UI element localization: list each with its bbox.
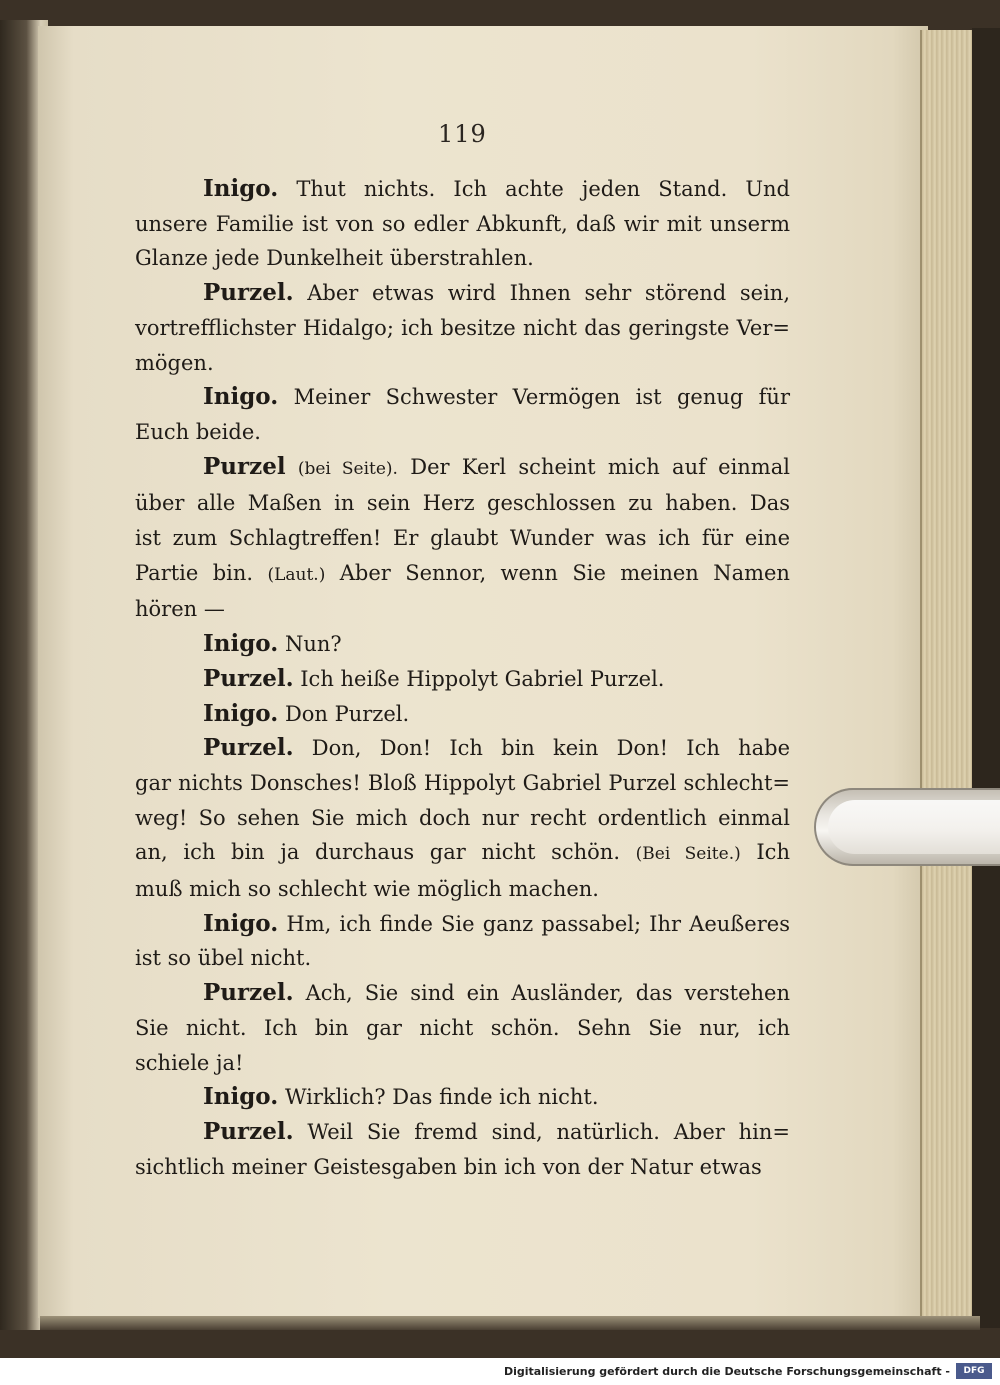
speech-line [135,1011,790,1046]
speech-line [135,311,790,346]
dfg-logo: DFG [956,1363,992,1379]
speech-text: vortrefflichster Hidalgo; ich besitze nicht das geringste Ver= [135,315,790,340]
speech-text: Weil Sie fremd sind, natürlich. Aber hin= [307,1119,790,1144]
stage-direction: (Bei Seite.) [635,844,741,865]
speech-text: ist so übel nicht. [135,946,312,971]
speech-text: mögen. [135,350,214,375]
speech-text: an, ich bin ja durchaus gar nicht schön. [135,840,620,865]
speech-line-first [135,907,790,942]
speech-text: sichtlich meiner Geistesgaben bin ich von der Natur etwas [135,1154,762,1179]
speech-text: ist zum Schlagtreffen! Er glaubt Wunder was ich für eine [135,526,790,551]
speech-text: unsere Familie ist von so edler Abkunft, daß wir mit unserm [135,211,790,236]
speaker-name: Purzel [203,452,286,480]
scanner-edge [972,28,1000,1328]
speaker-name: Inigo. [203,175,279,202]
speech-text: Aber Sennor, wenn Sie meinen Namen [339,560,790,585]
speech-line-first [135,697,790,732]
speaker-name: Purzel. [203,279,294,307]
stage-direction: (Laut.) [267,564,326,585]
speech-text: Euch beide. [135,419,261,444]
speaker-name: Inigo. [203,383,279,411]
speech-text: Glanze jede Dunkelheit überstrahlen. [135,246,534,271]
speech-line [135,941,790,976]
speaker-name: Inigo. [203,1083,279,1111]
speech-text: gar nichts Donsches! Bloß Hippolyt Gabriel Purzel schlecht= [135,770,790,795]
speech-text: Ach, Sie sind ein Ausländer, das verstehen [305,981,790,1006]
speech-line [135,835,790,872]
speech-text: Wirklich? Das finde ich nicht. [284,1085,599,1110]
speech-line-first [135,627,790,662]
speaker-name: Purzel. [203,979,294,1007]
speech-line [135,801,790,836]
speech-text: Sie nicht. Ich bin gar nicht schön. Sehn Sie nur, ich [135,1015,790,1040]
speech-line [135,486,790,521]
dialogue-text [135,172,790,1184]
footer-bar [0,1358,1000,1385]
speech-text: Ich [756,840,790,865]
speaker-name: Inigo. [203,699,279,727]
page-clip-highlight [828,800,1000,854]
speech-text: Don, Don! Ich bin kein Don! Ich habe [311,736,790,761]
speech-line [135,592,790,627]
stage-direction: (bei Seite). [297,458,398,479]
speech-line-first [135,1080,790,1115]
speech-text: Don Purzel. [284,701,410,726]
speaker-name: Inigo. [203,909,279,937]
speaker-name: Purzel. [203,664,294,692]
speech-line [135,346,790,381]
speech-text: muß mich so schlecht wie möglich machen. [135,877,599,902]
speech-line [135,766,790,801]
speech-line-first [135,450,790,487]
speech-line-first [135,380,790,415]
speech-line [135,1150,790,1185]
speech-text: hören — [135,597,225,622]
speech-line-first [135,731,790,766]
speech-line [135,207,790,242]
speech-line [135,241,790,276]
footer-credit: Digitalisierung gefördert durch die Deutsche Forschungsgemeinschaft - [503,1365,950,1378]
speech-line-first [135,276,790,311]
speech-line-first [135,976,790,1011]
speech-text: Meiner Schwester Vermögen ist genug für [293,385,790,410]
speech-text: Thut nichts. Ich achte jeden Stand. Und [296,177,790,201]
speech-line [135,1046,790,1081]
speech-text: Aber etwas wird Ihnen sehr störend sein, [307,281,790,306]
page-bottom-shadow [40,1316,980,1330]
speaker-name: Purzel. [203,1117,294,1145]
speech-text: Ich heiße Hippolyt Gabriel Purzel. [300,666,665,691]
speech-text: Hm, ich finde Sie ganz passabel; Ihr Aeußeres [286,911,790,936]
speech-line [135,872,790,907]
speech-line [135,521,790,556]
speech-line-first [135,1115,790,1150]
speech-line [135,556,790,593]
speech-text: weg! So sehen Sie mich doch nur recht ordentlich einmal [135,805,790,830]
speaker-name: Purzel. [203,734,294,762]
speech-text: Der Kerl scheint mich auf einmal [410,454,790,479]
speech-text: Nun? [284,632,342,657]
page-stack-edge [920,30,974,1320]
speech-text: schiele ja! [135,1050,244,1075]
speech-text: über alle Maßen in sein Herz geschlossen zu haben. Das [135,491,790,516]
speaker-name: Inigo. [203,630,279,658]
speech-line-first [135,172,790,207]
speech-line [135,415,790,450]
speech-line-first [135,662,790,697]
page-number: 119 [438,120,487,148]
speech-text: Partie bin. [135,560,254,585]
